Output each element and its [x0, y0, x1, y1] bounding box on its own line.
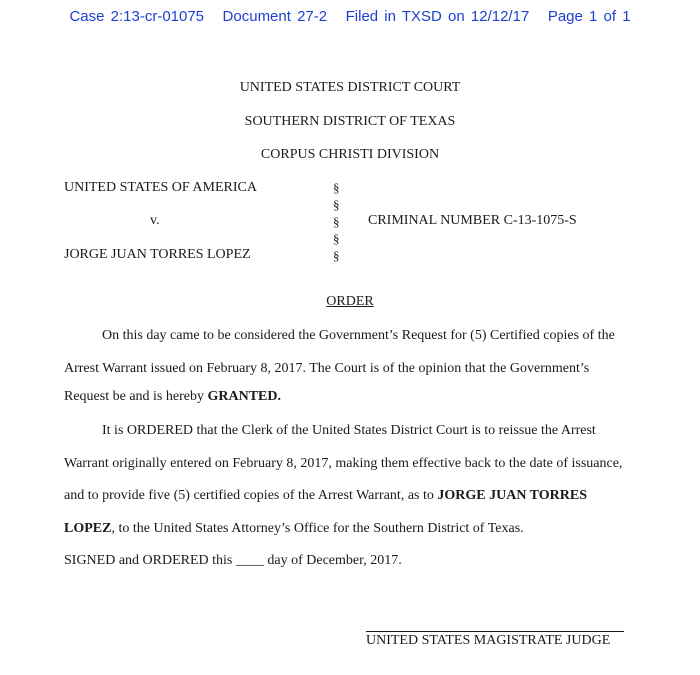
order-heading [0, 294, 700, 310]
order-paragraph-2-line-2: Warrant originally entered on February 8, 2017, making them effective back to the date of issuance, [64, 456, 623, 471]
copies-text: and to provide five (5) certified copies of the Arrest Warrant, as to [64, 488, 438, 503]
filing-header [0, 8, 700, 25]
section-symbol: § [333, 214, 340, 229]
order-paragraph-2-line-3 [64, 488, 587, 504]
order-paragraph-1-line-2: Arrest Warrant issued on February 8, 2017. The Court is of the opinion that the Government’s [64, 361, 590, 376]
order-paragraph-2-line-4 [64, 521, 524, 537]
judge-title: UNITED STATES MAGISTRATE JUDGE [366, 633, 611, 648]
order-paragraph-1-line-3 [64, 389, 281, 405]
granted-text: GRANTED. [207, 389, 281, 404]
court-district: SOUTHERN DISTRICT OF TEXAS [244, 114, 456, 129]
caption-versus: v. [150, 213, 160, 228]
section-symbol: § [333, 248, 340, 263]
signed-line: SIGNED and ORDERED this ____ day of December, 2017. [64, 553, 402, 568]
page-indicator: Page 1 of 1 [547, 8, 631, 25]
section-symbol: § [333, 180, 340, 195]
signature-line [366, 631, 624, 632]
defendant-surname-bold: LOPEZ [64, 521, 112, 536]
defendant-name-bold: JORGE JUAN TORRES [437, 488, 587, 503]
document-number: Document 27-2 [222, 8, 328, 25]
criminal-number: CRIMINAL NUMBER C-13-1075-S [368, 213, 577, 228]
caption-defendant: JORGE JUAN TORRES LOPEZ [64, 247, 251, 262]
section-symbol: § [333, 231, 340, 246]
order-paragraph-1-line-1: On this day came to be considered the Government’s Request for (5) Certified copies of the [102, 328, 615, 343]
order-paragraph-2-line-1: It is ORDERED that the Clerk of the United States District Court is to reissue the Arrest [102, 423, 596, 438]
attorney-office-text: , to the United States Attorney’s Office for the Southern District of Texas. [111, 521, 524, 536]
case-number: Case 2:13-cr-01075 [69, 8, 205, 25]
court-division: CORPUS CHRISTI DIVISION [260, 147, 440, 162]
granted-lead: Request be and is hereby [64, 389, 208, 404]
caption-plaintiff: UNITED STATES OF AMERICA [64, 180, 257, 195]
filed-date: Filed in TXSD on 12/12/17 [345, 8, 530, 25]
order-title: ORDER [326, 294, 374, 309]
section-symbol: § [333, 197, 340, 212]
court-name: UNITED STATES DISTRICT COURT [239, 80, 461, 95]
